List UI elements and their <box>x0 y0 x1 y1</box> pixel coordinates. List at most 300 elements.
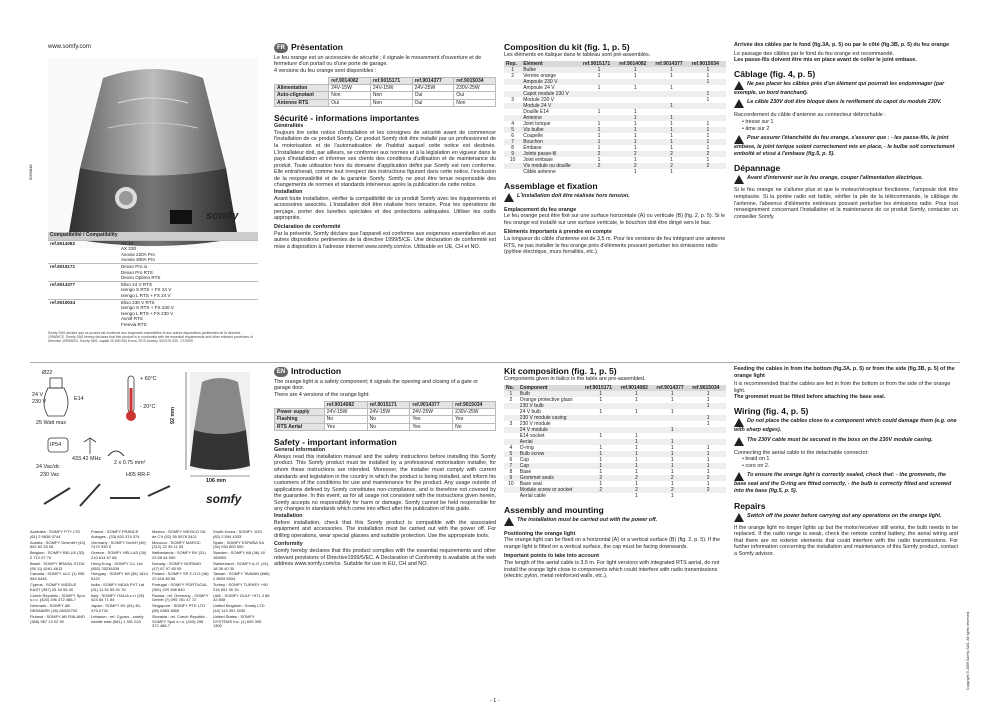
spec-cable: 2 x 0.75 mm² <box>114 460 146 466</box>
contact-entry: Japan : SOMFY KK (81) 45-475-0732 <box>91 603 141 613</box>
kit-header: ref.9015034 <box>690 61 726 67</box>
kit-cell: 1 <box>599 396 603 403</box>
kit-cell: 1 <box>599 432 603 439</box>
contact-entry: India : SOMFY INDIA PVT Ltd (91) 11 51 65 91 76 <box>91 581 145 592</box>
kit-cell: 24 V module <box>518 427 583 433</box>
kit-cell: 1 <box>706 156 710 163</box>
kit-cell: 2 <box>581 163 617 169</box>
contact-entry: Morocco : SOMFY MAROC (212) 22 95 11 53 <box>152 539 201 550</box>
kit-cell: 1 <box>654 439 690 445</box>
en-conf-title: Conformity <box>274 541 303 548</box>
fr-decl-text: Par la présente, Somfy déclare que l'appareil est conforme aux exigences essentielles et aux autres dispositions pertinentes de la directive 1999/5/CE. Une déclaration de conformité est mise à disposition à l'adresse internet www.somfy.com/ce. Utilisable en UE, CH et NO. <box>274 230 496 250</box>
kit-cell: Module 230 V <box>523 96 555 103</box>
kit-cell: 2 <box>690 487 726 493</box>
kit-header: Component <box>518 385 583 391</box>
cable-icon <box>108 451 124 456</box>
compat-row: ref.9014082 AX 24 AX 230 Axovia 220A Pro Axovia 300A Pro <box>48 240 258 263</box>
kit-cell: 1 <box>654 463 690 469</box>
kit-cell: 1 <box>670 396 674 403</box>
en-warn3: To ensure the orange light is correctly sealed, check that: - the grommets, the base seal and the O-ring are fitted correctly, - the bulb is correctly fitted and screwed into the base (fig.5, p. 5). <box>734 472 952 494</box>
thermometer-icon <box>126 376 136 421</box>
fr-pres-title: Présentation <box>291 42 344 52</box>
kit-cell: 1 <box>706 72 710 79</box>
kit-cell: Cup <box>519 456 529 463</box>
kit-cell: 1 <box>653 115 689 121</box>
kit-cell: 1 <box>583 451 619 457</box>
fr-pres-text2: 4 versions du feu orange sont disponibles : <box>274 67 377 74</box>
kit-cell: 1 <box>597 84 601 91</box>
contact-entry: Hong Kong : SOMFY Co. Ltd (852) 25236339 <box>91 560 143 571</box>
brand-logo: somfy <box>206 210 239 222</box>
kit-cell: Coupelle <box>523 132 543 139</box>
fr-warn3: Pour assurer l'étanchéité du feu orange, s'assurer que : - les passe-fils, le joint embase, le joint torique soient correctement mis en place, - le bulbe soit correctement emboîté et vissé à l'embase (fig.5, p. 5). <box>734 135 955 157</box>
kit-cell: 1 <box>617 127 653 133</box>
kit-cell: Grommet seals <box>518 475 583 481</box>
spec-height: 92 mm <box>170 406 176 424</box>
kit-header: ref.9014377 <box>653 61 689 67</box>
kit-cell <box>581 169 617 175</box>
lang-badge-en: EN <box>274 367 288 377</box>
kit-cell: 1 <box>690 139 726 145</box>
kit-cell: 1 <box>635 396 638 403</box>
en-pos-text: The orange light can be fixed on a horizontal (A) or a vertical surface (B) (fig. 2, p. 5). If the orange light is fitted on a vertical surface, the cap must be facing downwards. <box>504 537 721 550</box>
kit-cell: 1 <box>583 463 619 469</box>
spec-volt230: 230 Vac <box>40 472 60 478</box>
kit-cell: 1 <box>599 480 603 487</box>
kit-cell: 1 <box>635 408 638 415</box>
kit-cell: 1 <box>635 456 638 463</box>
warning-icon <box>504 193 514 202</box>
spec-freq: 433.42 MHz <box>72 456 102 462</box>
kit-cell: 2 <box>617 163 653 169</box>
kit-cell: 1 <box>670 168 673 175</box>
en-cables-title: Feeding the cables in from the bottom (fig.3A, p. 5) or from the side (fig.3B, p. 5) of the orange light <box>734 366 955 379</box>
en-gen-text: Always read this installation manual and the safety instructions before installing this Somfy product. This Somfy product must be installed by a professional motorisation installer, for whom these instructions are intended. Moreover, the installer must comply with current standards and legislation in the country in which the product is being installed, and inform his customers of the conditions for use and maintenance for the product. Any usage outside of applications defined by Somfy constitutes non-compliance, and is therefore not covered by the guarantee. In this event, as for all usage not consistent with the instructions given herein, Somfy accepts no responsibility for harm or damage. Somfy cannot be held responsible for any changes in standards which come into effect after the publication of this guide. <box>274 453 496 513</box>
kit-cell: 5 <box>504 127 521 133</box>
fr-gen-text: Toujours lire cette notice d'installation et les consignes de sécurité avant de commencer l'installation de ce produit Somfy. Ce produit Somfy doit être installé par un professionnel de la motorisation et de l'automatisation de l'habitat auquel cette notice est destinée. L'installateur doit, par ailleurs, se conformer aux normes et à la législation en vigueur dans le pays d'installation et informer ses clients des conditions d'utilisation et de maintenance du produit. Toute utilisation hors du domaine d'application défini par Somfy est non conforme. Elle entraînerait, comme tout irrespect des instructions figurant dans cette notice, l'exclusion de la responsabilité et de la garantie Somfy. Somfy ne peut être tenue responsable des changements de normes et standards intervenus après la publication de cette notice. <box>274 129 496 189</box>
kit-cell: 1 <box>581 139 617 145</box>
kit-cell: Capot module 230 V <box>521 91 581 97</box>
kit-cell: 1 <box>706 396 710 403</box>
en-wiring-title: Wiring (fig. 4, p. 5) <box>734 405 809 416</box>
kit-header: ref.9015171 <box>581 61 617 67</box>
spec-e14: E14 <box>74 396 84 402</box>
kit-cell: Joint embase <box>523 156 553 163</box>
kit-cell: 230 V module <box>519 420 551 427</box>
kit-cell: 1 <box>670 72 673 79</box>
kit-cell: 1 <box>670 84 673 91</box>
kit-cell: 1 <box>653 67 689 73</box>
fr-asm-warn: L'installation doit être réalisée hors tension. <box>517 192 630 199</box>
kit-cell: 3 <box>509 420 513 427</box>
kit-cell: Vis bulbe <box>521 127 581 133</box>
warning-icon <box>734 472 744 481</box>
kit-cell: Aerial <box>518 439 583 445</box>
contact-entry: Poland : SOMFY SP Z.O.O (48) 22 618 80 56 <box>152 571 209 582</box>
en-imp-title: Important points to take into account <box>504 553 599 560</box>
kit-cell: 1 <box>670 480 674 487</box>
fr-dep-warn: Avant d'intervenir sur le feu orange, couper l'alimentation électrique. <box>747 175 924 182</box>
en-inst-title: Installation <box>274 513 303 520</box>
spec-panel <box>30 368 270 518</box>
kit-cell: 1 <box>690 463 726 469</box>
kit-cell: 1 <box>599 468 603 475</box>
kit-cell: 1 <box>617 139 653 145</box>
kit-cell: 10 <box>508 480 514 487</box>
kit-cell: 6 <box>511 132 514 139</box>
kit-cell: 8 <box>511 144 514 151</box>
compat-title: Compatibilité / Compatibility <box>48 232 258 240</box>
kit-cell: 1 <box>670 132 673 139</box>
kit-header: ref.9015171 <box>583 385 619 391</box>
fr-kit-sub: Les éléments en italique dans le tableau sont pré-assemblés. <box>504 52 651 58</box>
spec-ip: IP54 <box>50 442 62 448</box>
kit-cell: 1 <box>581 67 617 73</box>
kit-cell: 2 <box>653 151 689 157</box>
fr-col1 <box>274 42 496 250</box>
fr-empl-text: Le feu orange peut être fixé sur une surface horizontale (A) ou verticale (B) (fig. 2, p. 5). Si le feu orange est installé sur une surface verticale, le bouchon doit être dirigé vers le bas. <box>504 213 726 226</box>
fr-col3 <box>734 42 958 220</box>
kit-cell: Joints passe-fil <box>521 151 581 157</box>
spec-v1: 24 V <box>32 392 44 398</box>
table-row <box>504 493 726 499</box>
contact-entry: France : SOMFY FRANCE Autoges : (33) 820 374 374 <box>91 529 140 539</box>
compat-row: ref.9014377 Elixo 24 V RTS Ixengo S RTS + FX 24 V Ixengo L RTS + FX 24 V <box>48 281 258 299</box>
fr-dep-title: Dépannage <box>734 163 781 174</box>
kit-cell: 9 <box>504 151 521 157</box>
light-dimension-photo <box>190 372 250 470</box>
kit-cell: 1 <box>635 432 638 439</box>
table-row: Alimentation 24V-15W 24V-15W 24V-25W 230V-25W <box>275 84 496 91</box>
kit-cell <box>504 169 521 175</box>
kit-cell: 2 <box>654 487 690 493</box>
contact-entry: Sweden : SOMFY AB (46) 40 165900 <box>213 550 265 560</box>
kit-cell: 1 <box>690 91 726 97</box>
en-cables-bold: The grommet must be fitted before attaching the base seal. <box>734 394 886 401</box>
kit-cell: 1 <box>706 120 710 127</box>
kit-cell: 1 <box>583 391 619 397</box>
kit-cell: 2 <box>581 151 617 157</box>
bulb-icon <box>44 378 68 416</box>
contact-entry: Czech Republic : SOMFY Spol s.r.o. (420) 296 372 486-7 <box>30 592 85 603</box>
fr-wiring-title: Câblage (fig. 4, p. 5) <box>734 68 816 79</box>
kit-cell: 1 <box>706 96 710 103</box>
kit-cell: 4 <box>509 444 513 451</box>
warning-icon <box>734 418 744 427</box>
kit-cell: 1 <box>706 444 710 451</box>
kit-cell: 1 <box>690 79 726 85</box>
contact-entry: Brasil : SOMFY BRASIL STDA (55 11) 6161 6613 <box>30 560 85 571</box>
kit-cell: 1 <box>670 408 674 415</box>
fr-versions-table: ref.9014082 ref.9015171 ref.9014377 ref.9015034 Alimentation 24V-15W 24V-15W 24V-25W 230V-25W Auto-clignotant Non Non Oui Oui Antenne RTS Oui Non Oui Non <box>274 77 496 108</box>
kit-cell: 1 <box>654 391 690 397</box>
kit-cell: 2 <box>653 163 689 169</box>
kit-cell: 1 <box>690 403 726 409</box>
kit-cell: 2 <box>690 163 726 169</box>
tools-row <box>44 484 170 506</box>
kit-cell: 1 <box>635 492 638 499</box>
kit-cell: 1 <box>706 420 710 427</box>
kit-cell: 1 <box>619 439 655 445</box>
contact-entry: Hungary : SOMFY Kft (36) 1814 5120 <box>91 571 148 582</box>
fr-warn2: Le câble 230V doit être bloqué dans le renflement du capot du module 230V. <box>747 99 942 106</box>
contact-entry: Greece : SOMFY HELLAS (30) 210 614 67 68 <box>91 550 147 560</box>
kit-cell: Joint torique <box>523 120 551 127</box>
kit-cell: 2 <box>654 475 690 481</box>
side-code: 5056848 <box>28 164 33 180</box>
fr-cables-bold: Les passe-fils doivent être mis en place avant de coller le joint embase. <box>734 57 917 64</box>
kit-cell: O-ring <box>519 444 534 451</box>
kit-cell: 2 <box>617 151 653 157</box>
kit-cell: 1 <box>653 139 689 145</box>
contact-entry: Austria : SOMFY GesmbH (43) 662 62 53 08 <box>30 539 86 550</box>
en-rep-warn: Switch off the power before carrying out any operations on the orange light. <box>747 512 942 519</box>
fr-safety-title: Sécurité - informations importantes <box>274 113 420 124</box>
en-kit-sub: Components given in italics in the table are pre-assembled. <box>504 376 646 382</box>
en-col2 <box>504 366 726 580</box>
spec-v2: 230 V <box>32 399 47 405</box>
warning-icon <box>734 513 744 522</box>
en-kit-table <box>504 385 726 499</box>
kit-cell: 2 <box>690 151 726 157</box>
copyright: Copyright © 2009 Somfy SAS. All rights reserved. <box>966 611 970 690</box>
kit-cell: 1 <box>504 67 521 73</box>
kit-cell: Bouchon <box>521 139 581 145</box>
page-number: - 1 - <box>490 698 500 704</box>
kit-cell: 1 <box>617 67 653 73</box>
fr-cables-title: Arrivée des câbles par le fond (fig.3A, p. 5) ou par le côté (fig.3B, p. 5) du feu orange <box>734 42 950 48</box>
kit-cell: 9 <box>504 475 518 481</box>
contact-entry: Italy : SOMFY ITALIA s.r.l (39) 024 84 71 84 <box>91 592 145 603</box>
contact-entry: Mexico : SOMFY MEXICO SA de CV (52) 55 5576 3421 <box>152 529 206 539</box>
compat-block <box>48 232 258 343</box>
kit-cell: Aerial cable <box>519 492 546 499</box>
list-item: • tresse sur 1 <box>742 118 774 125</box>
kit-cell: 3 <box>511 96 514 103</box>
kit-cell <box>504 493 518 499</box>
contact-entry: Cyprus : SOMFY MIDDLE EAST (357) 25 34 55 40 <box>30 581 77 592</box>
table-row: Antenne RTS Oui Non Oui Non <box>275 99 496 106</box>
somfy-label-strip <box>170 210 192 224</box>
warning-icon <box>734 175 744 184</box>
kit-cell: 1 <box>635 468 638 475</box>
contact-entry: Switzerland : SOMFY A.G. (41) 18 38 40 30 <box>213 560 269 571</box>
kit-cell: 230 V module casing <box>518 415 583 421</box>
kit-header: ref.9014082 <box>617 61 653 67</box>
kit-cell: 1 <box>597 72 601 79</box>
kit-cell: 1 <box>504 391 518 397</box>
kit-cell <box>583 493 619 499</box>
kit-cell: 1 <box>619 391 655 397</box>
kit-cell: 1 <box>654 451 690 457</box>
kit-cell: 1 <box>690 415 726 421</box>
left-top-panel <box>30 40 270 370</box>
warning-icon <box>504 517 514 526</box>
kit-cell: 1 <box>670 120 673 127</box>
kit-header: ref.9014082 <box>619 385 655 391</box>
kit-cell: 1 <box>597 144 601 151</box>
en-col1 <box>274 366 496 568</box>
kit-cell: 1 <box>633 132 637 139</box>
en-rep-title: Repairs <box>734 500 766 511</box>
kit-cell: 1 <box>706 132 710 139</box>
kit-cell: 1 <box>619 451 655 457</box>
kit-cell: 230 V bulb <box>518 403 583 409</box>
list-item: • âme sur 2 <box>742 125 770 132</box>
kit-cell: 1 <box>599 444 603 451</box>
kit-header: Elément <box>521 61 581 67</box>
kit-cell: 1 <box>654 427 690 433</box>
fr-elem-title: Eléments importants à prendre en compte <box>504 229 612 236</box>
fr-decl-title: Déclaration de conformité <box>274 224 341 231</box>
kit-cell: 1 <box>706 456 710 463</box>
kit-cell: 2 <box>509 396 513 403</box>
table-row: Power supply 24V-15W 24V-15W 24V-25W 230V-25W <box>275 408 496 415</box>
kit-cell: 1 <box>670 156 673 163</box>
kit-header: Rep. <box>504 61 521 67</box>
kit-cell: 1 <box>633 72 637 79</box>
fr-asm-title: Assemblage et fixation <box>504 180 598 191</box>
kit-cell: 1 <box>597 108 601 115</box>
kit-cell: 5 <box>504 451 518 457</box>
en-cables-text: It is recommended that the cables are fed in from the bottom or from the side of the orange light. <box>734 381 951 394</box>
kit-cell: 1 <box>633 156 637 163</box>
contact-entry: Lebanon : rel. Cyprus - somfy middle east (961) 1 391 224 <box>91 613 144 624</box>
table-row: Flashing No No Yes Yes <box>275 416 496 423</box>
kit-cell: 2 <box>511 72 514 79</box>
website-url[interactable]: www.somfy.com <box>48 44 91 50</box>
kit-header: ref.9014377 <box>654 385 690 391</box>
contact-entry: Norway : SOMFY NORWAY (47) 67 97 85 05 <box>152 560 202 571</box>
contact-entry: Turkey : SOMFY TURKEY +90 216 651 30 15 <box>213 581 268 592</box>
kit-cell: 1 <box>599 456 603 463</box>
kit-cell: 1 <box>617 115 653 121</box>
kit-header: ref.9015034 <box>690 385 726 391</box>
compat-row: ref.9015034 Elixo 230 V RTS Ixengo S RTS + FX 230 V Ixengo L RTS + FX 230 V Axroll RTS Freevia RTS <box>48 299 258 327</box>
kit-cell: 1 <box>599 408 603 415</box>
contact-entry: United States : SOMFY SYSTEMS Inc. (1) 609 395 1300 <box>213 613 262 629</box>
en-warn1: Do not place the cables close to a component which could damage them (e.g. one with sharp edges). <box>734 417 957 433</box>
kit-cell: 1 <box>670 456 674 463</box>
en-intro-title: Introduction <box>291 366 342 376</box>
fr-inst-text: Avant toute installation, vérifier la compatibilité de ce produit Somfy avec les équipements et accessoires associés. L'installation doit être réalisée hors tension. Pour les opérations de perçage, porter des lunettes spéciales et des protections adéquates. Utiliser les outils appropriés. <box>274 195 496 222</box>
kit-cell: 1 <box>653 127 689 133</box>
contact-entry: South Korea : SOMFY JOO (82) 2 594 4333 <box>213 529 263 539</box>
contact-entry: UAE : SOMFY GULF +971 4 88 32 808 <box>213 592 270 603</box>
kit-cell: 1 <box>633 168 637 175</box>
kit-cell: Vis module ou douille <box>521 163 581 169</box>
list-item: • core on 2. <box>742 462 770 469</box>
kit-cell: Bulb <box>518 391 583 397</box>
compat-table <box>48 232 258 328</box>
antenna-icon <box>84 438 96 454</box>
contact-entry: Denmark : SOMFY AB DENMARK (45) 65325793 <box>30 603 78 613</box>
kit-cell: 10 <box>509 156 516 163</box>
kit-header: No. <box>504 385 518 391</box>
en-pos-title: Positioning the orange light <box>504 530 576 537</box>
contact-entry: United Kingdom : Somfy LTD (44) 113 391 3030 <box>213 603 265 613</box>
kit-cell: 2 <box>619 487 655 493</box>
kit-cell: Douille E14 <box>523 108 549 115</box>
kit-cell: Module 24 V <box>521 103 581 109</box>
contact-entry: Singapore : SOMFY PTE LTD (65) 6383 3855 <box>152 603 205 613</box>
kit-cell: 1 <box>633 120 637 127</box>
kit-cell: 7 <box>504 139 521 145</box>
en-conf-text: Somfy hereby declares that this product complies with the essential requirements and other relevant provisions of Directive1999/5/EC. A Declaration of Conformity is available at the web address www.somfy.com/ce. Suitable for use in EU, CH and NO. <box>274 548 496 568</box>
kit-cell: 1 <box>633 144 637 151</box>
kit-cell: 1 <box>690 391 726 397</box>
brand-box <box>170 210 258 224</box>
table-row <box>504 169 726 175</box>
fr-gen-title: Généralités <box>274 123 304 130</box>
spec-watt: 25 Watt max <box>36 420 67 426</box>
kit-cell: 1 <box>670 144 673 151</box>
kit-cell: Base <box>519 468 532 475</box>
kit-cell: 7 <box>504 463 518 469</box>
fr-kit-title: Composition du kit (fig. 1, p. 5) <box>504 42 630 52</box>
spec-t-lo: - 20°C <box>140 404 156 410</box>
en-rep-text: If the orange light no longer lights up but the motor/receiver still works, the bulb needs to be replaced. If the radio range is weak, check the remote control battery, the aerial wiring and that there are no exterior elements that could interfere with the radio transmissions. For further information concerning the installation and maintenance of this Somfy product, contact a Somfy advisor. <box>734 524 958 557</box>
warning-icon <box>734 81 744 90</box>
table-row: Auto-clignotant Non Non Oui Oui <box>275 92 496 99</box>
kit-cell: Ampoule 24 V <box>523 84 555 91</box>
lang-badge-fr: FR <box>274 43 288 53</box>
kit-cell: 2 <box>619 475 655 481</box>
warning-icon <box>734 135 744 144</box>
kit-cell: 1 <box>690 127 726 133</box>
fr-col2 <box>504 42 726 256</box>
en-inst-text: Before installation, check that this Somfy product is compatible with the associated equipment and accessories. The installation must be carried out with the power off. For drilling operations, wear special glasses and suitable protection. Use the appropriate tools. <box>274 519 496 539</box>
kit-cell: 8 <box>509 468 513 475</box>
divider <box>30 362 960 363</box>
contact-entry: Russia : rel. Germany - SOMFY GmbH (7) 095 781 47 72 <box>152 592 209 603</box>
kit-cell: 1 <box>597 120 601 127</box>
contact-entry: Finland : SOMFY AB FINLAND (358) 957 13 02 30 <box>30 613 86 624</box>
kit-cell: 24 V bulb <box>519 408 541 415</box>
contacts-list <box>30 530 270 670</box>
en-intro-text2: There are 4 versions of the orange light: <box>274 391 370 398</box>
spec-dia: Ø22 <box>42 370 53 376</box>
kit-cell: 1 <box>690 451 726 457</box>
kit-cell: Bulbe <box>521 67 581 73</box>
en-gen-title: General information <box>274 447 326 454</box>
kit-cell: 1 <box>690 67 726 73</box>
fine-print: Somfy SAS déclare que ce produit est conforme aux exigences essentielles et aux autres dispositions pertinentes de la directive 1999/5/CE. Somfy SAS hereby declares that this product is in conformity with the essential requirements and other relevant provisions of Directive 1999/5/EC. Somfy SAS, capital 20.000.000 Euros, RCS Annecy 303.970.230 - 07/2009 <box>48 330 253 343</box>
kit-cell: 1 <box>670 444 674 451</box>
kit-cell: 1 <box>597 132 601 139</box>
kit-cell: Bulb screw <box>518 451 583 457</box>
kit-cell: 1 <box>635 444 638 451</box>
kit-cell: Ampoule 230 V <box>521 79 581 85</box>
spec-t-hi: + 60°C <box>140 376 157 382</box>
kit-cell: Câble antenne <box>523 168 556 175</box>
list-item: • braid on 1 <box>742 456 770 463</box>
en-aerial-text: Connecting the aerial cable to the detachable connector: <box>734 449 869 456</box>
en-safety-title: Safety - important information <box>274 437 397 448</box>
fr-cables-text: Le passage des câbles par le fond du feu orange est recommandé. <box>734 50 895 57</box>
contact-entry: Netherlands : SOMFY BV (31) 23 55 44 900 <box>152 550 206 560</box>
kit-cell: Verrine orange <box>523 72 557 79</box>
contact-entry: Slovakia : rel. Czech Republic - SOMFY Spol s r.o. (420) 296 372 486-7 <box>152 613 208 629</box>
kit-cell: 1 <box>635 480 638 487</box>
kit-cell: 1 <box>653 103 689 109</box>
kit-cell: 6 <box>509 456 513 463</box>
warning-icon <box>734 99 744 108</box>
kit-cell <box>690 493 726 499</box>
kit-cell: 4 <box>511 120 514 127</box>
kit-cell: Base seal <box>519 480 542 487</box>
spec-width: 106 mm <box>206 478 227 484</box>
